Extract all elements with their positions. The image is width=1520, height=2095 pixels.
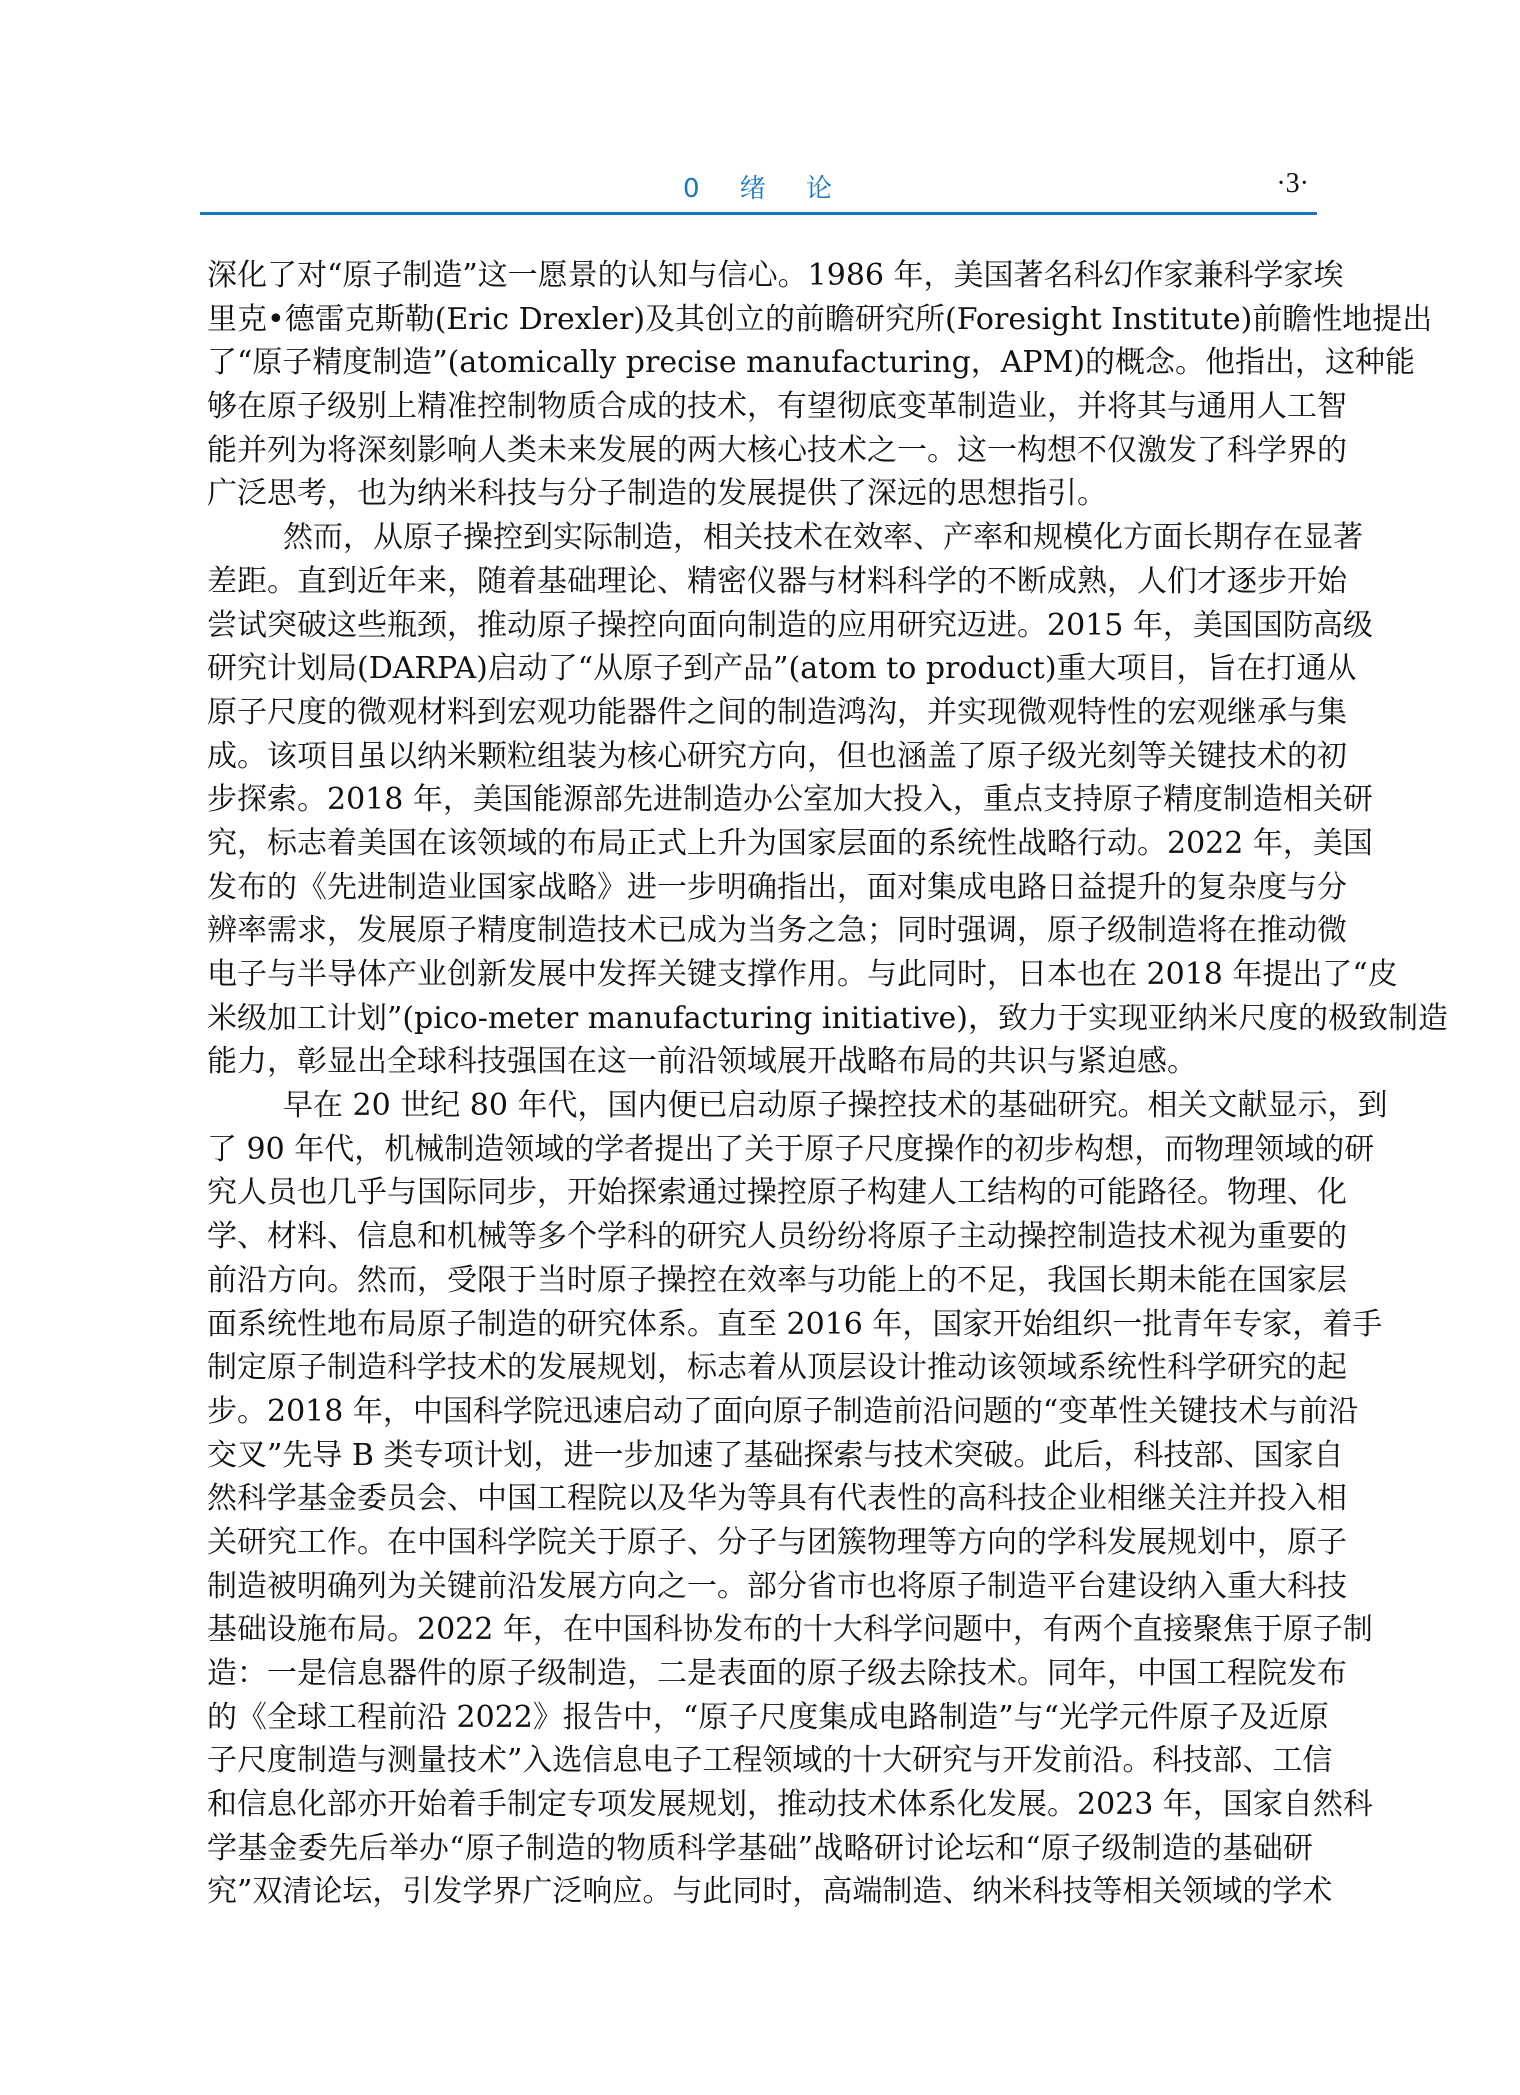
running-header (200, 168, 1317, 212)
text-line: 的《全球工程前沿 2022》报告中，“原子尺度集成电路制造”与“光学元件原子及近原 (207, 1699, 1329, 1735)
text-line: 米级加工计划”(pico-meter manufacturing initiative)，致力于实现亚纳米尺度的极致制造 (207, 1000, 1448, 1036)
body-text (207, 254, 1448, 1914)
text-line: 然而，从原子操控到实际制造，相关技术在效率、产率和规模化方面长期存在显著 (283, 520, 1363, 556)
chapter-title: 0 绪 论 (682, 174, 835, 204)
paragraph (207, 516, 1448, 1084)
text-line: 制造被明确列为关键前沿发展方向之一。部分省市也将原子制造平台建设纳入重大科技 (207, 1568, 1347, 1604)
text-line: 造：一是信息器件的原子级制造，二是表面的原子级去除技术。同年，中国工程院发布 (207, 1656, 1347, 1691)
text-line: 基础设施布局。2022 年，在中国科协发布的十大科学问题中，有两个直接聚焦于原子制 (207, 1612, 1373, 1648)
paragraph (207, 1084, 1388, 1914)
header-rule (200, 212, 1317, 215)
text-line: 关研究工作。在中国科学院关于原子、分子与团簇物理等方向的学科发展规划中，原子 (207, 1524, 1347, 1560)
text-line: 交叉”先导 B 类专项计划，进一步加速了基础探索与技术突破。此后，科技部、国家自 (207, 1437, 1344, 1473)
text-line: 能并列为将深刻影响人类未来发展的两大核心技术之一。这一构想不仅激发了科学界的 (207, 432, 1347, 468)
text-line: 能力，彰显出全球科技强国在这一前沿领域展开战略布局的共识与紧迫感。 (207, 1044, 1197, 1080)
text-line: 发布的《先进制造业国家战略》进一步明确指出，面对集成电路日益提升的复杂度与分 (207, 869, 1347, 905)
text-line: 了“原子精度制造”(atomically precise manufacturing，APM)的概念。他指出，这种能 (207, 345, 1416, 381)
paragraph (207, 254, 1433, 516)
text-line: 学基金委先后举办“原子制造的物质科学基础”战略研讨论坛和“原子级制造的基础研 (207, 1830, 1313, 1866)
text-line: 前沿方向。然而，受限于当时原子操控在效率与功能上的不足，我国长期未能在国家层 (207, 1262, 1347, 1298)
text-line: 差距。直到近年来，随着基础理论、精密仪器与材料科学的不断成熟，人们才逐步开始 (207, 563, 1347, 599)
text-line: 原子尺度的微观材料到宏观功能器件之间的制造鸿沟，并实现微观特性的宏观继承与集 (207, 694, 1347, 730)
text-line: 然科学基金委员会、中国工程院以及华为等具有代表性的高科技企业相继关注并投入相 (207, 1481, 1347, 1517)
text-line: 步。2018 年，中国科学院迅速启动了面向原子制造前沿问题的“变革性关键技术与前沿 (207, 1393, 1359, 1429)
text-line: 广泛思考，也为纳米科技与分子制造的发展提供了深远的思想指引。 (207, 476, 1107, 512)
text-line: 究，标志着美国在该领域的布局正式上升为国家层面的系统性战略行动。2022 年，美国 (207, 825, 1373, 861)
text-line: 步探索。2018 年，美国能源部先进制造办公室加大投入，重点支持原子精度制造相关研 (207, 782, 1373, 818)
text-line: 了 90 年代，机械制造领域的学者提出了关于原子尺度操作的初步构想，而物理领域的研 (207, 1131, 1375, 1167)
text-line: 究人员也几乎与国际同步，开始探索通过操控原子构建人工结构的可能路径。物理、化 (207, 1175, 1347, 1211)
text-line: 子尺度制造与测量技术”入选信息电子工程领域的十大研究与开发前沿。科技部、工信 (207, 1743, 1333, 1779)
text-line: 研究计划局(DARPA)启动了“从原子到产品”(atom to product)重大项目，旨在打通从 (207, 651, 1357, 687)
text-line: 制定原子制造科学技术的发展规划，标志着从顶层设计推动该领域系统性科学研究的起 (207, 1350, 1347, 1386)
text-line: 辨率需求，发展原子精度制造技术已成为当务之急；同时强调，原子级制造将在推动微 (207, 913, 1347, 949)
page-number: ·3· (1276, 168, 1309, 199)
text-line: 早在 20 世纪 80 年代，国内便已启动原子操控技术的基础研究。相关文献显示，到 (283, 1088, 1388, 1124)
text-line: 尝试突破这些瓶颈，推动原子操控向面向制造的应用研究迈进。2015 年，美国国防高级 (207, 607, 1373, 643)
text-line: 究”双清论坛，引发学界广泛响应。与此同时，高端制造、纳米科技等相关领域的学术 (207, 1874, 1333, 1910)
text-line: 学、材料、信息和机械等多个学科的研究人员纷纷将原子主动操控制造技术视为重要的 (207, 1219, 1347, 1255)
text-line: 深化了对“原子制造”这一愿景的认知与信心。1986 年，美国著名科幻作家兼科学家埃 (207, 258, 1344, 293)
text-line: 成。该项目虽以纳米颗粒组装为核心研究方向，但也涵盖了原子级光刻等关键技术的初 (207, 738, 1347, 774)
text-line: 里克•德雷克斯勒(Eric Drexler)及其创立的前瞻研究所(Foresight Institute)前瞻性地提出 (207, 301, 1433, 337)
text-line: 面系统性地布局原子制造的研究体系。直至 2016 年，国家开始组织一批青年专家，着手 (207, 1306, 1383, 1342)
text-line: 和信息化部亦开始着手制定专项发展规划，推动技术体系化发展。2023 年，国家自然科 (207, 1787, 1373, 1823)
text-line: 够在原子级别上精准控制物质合成的技术，有望彻底变革制造业，并将其与通用人工智 (207, 389, 1347, 425)
text-line: 电子与半导体产业创新发展中发挥关键支撑作用。与此同时，日本也在 2018 年提出了“皮 (207, 957, 1398, 992)
